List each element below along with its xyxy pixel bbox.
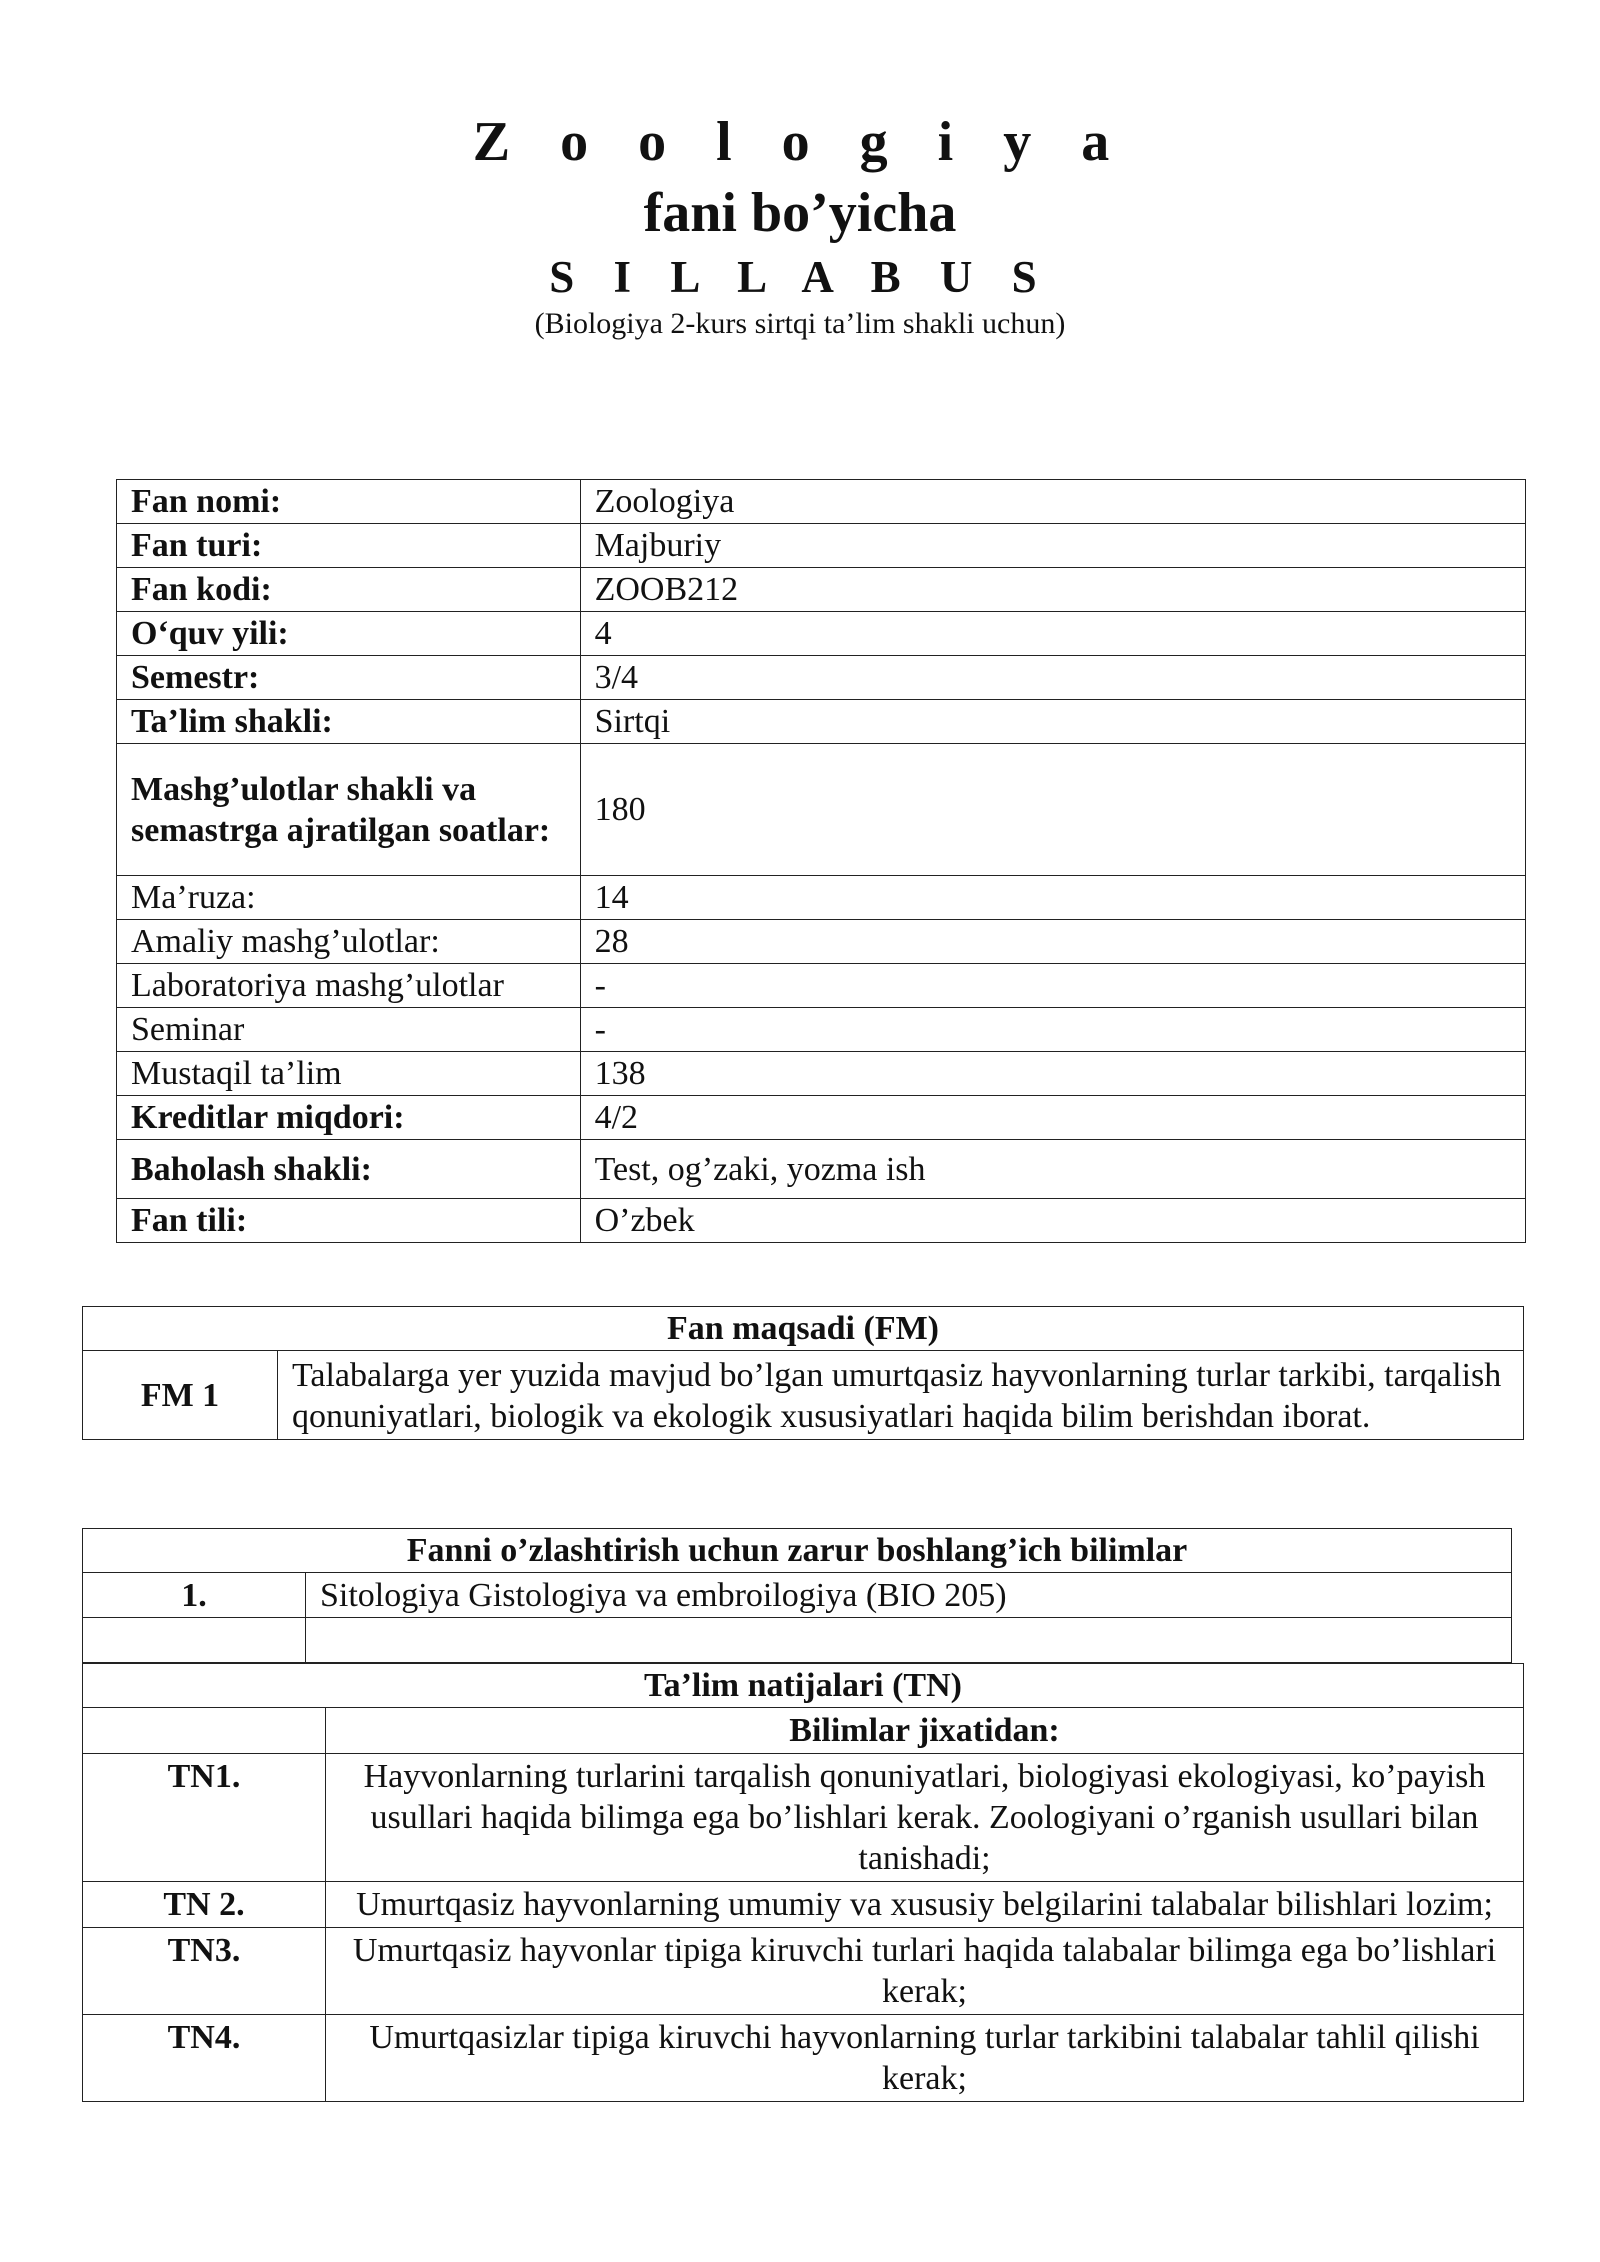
course-goal-table bbox=[82, 1306, 1524, 1440]
outcome-code: TN1. bbox=[83, 1754, 326, 1882]
learning-outcomes-table bbox=[82, 1663, 1524, 2102]
goal-code: FM 1 bbox=[83, 1351, 278, 1440]
info-value: - bbox=[580, 1008, 1525, 1052]
document-subtitle: fani bo’yicha bbox=[643, 182, 957, 244]
info-row bbox=[117, 876, 1526, 920]
info-label: Mashg’ulotlar shakli va semastrga ajratilgan soatlar: bbox=[117, 744, 581, 876]
info-label: Fan nomi: bbox=[117, 480, 581, 524]
info-label: Mustaqil ta’lim bbox=[117, 1052, 581, 1096]
outcome-row bbox=[83, 2015, 1524, 2102]
outcome-code: TN3. bbox=[83, 1928, 326, 2015]
outcome-code: TN 2. bbox=[83, 1882, 326, 1928]
info-label: Kreditlar miqdori: bbox=[117, 1096, 581, 1140]
info-label: Semestr: bbox=[117, 656, 581, 700]
goal-heading: Fan maqsadi (FM) bbox=[83, 1307, 1524, 1351]
outcome-text: Umurtqasizlar tipiga kiruvchi hayvonlarning turlar tarkibini talabalar tahlil qilishi kerak; bbox=[326, 2015, 1524, 2102]
outcome-code: TN4. bbox=[83, 2015, 326, 2102]
empty-cell bbox=[83, 1618, 306, 1663]
document-title: Z o o l o g i y a bbox=[472, 111, 1128, 173]
info-row bbox=[117, 612, 1526, 656]
info-row bbox=[117, 1052, 1526, 1096]
info-label: Ta’lim shakli: bbox=[117, 700, 581, 744]
empty-cell bbox=[83, 1708, 326, 1754]
prerequisites-table bbox=[82, 1528, 1512, 1663]
goal-text: Talabalarga yer yuzida mavjud bo’lgan umurtqasiz hayvonlarning turlar tarkibi, tarqalish qonuniyatlari, biologik va ekologik xususiyatlari haqida bilim berishdan iborat. bbox=[278, 1351, 1524, 1440]
info-label: O‘quv yili: bbox=[117, 612, 581, 656]
info-label: Baholash shakli: bbox=[117, 1140, 581, 1199]
outcome-row bbox=[83, 1882, 1524, 1928]
outcome-text: Umurtqasiz hayvonlarning umumiy va xususiy belgilarini talabalar bilishlari lozim; bbox=[326, 1882, 1524, 1928]
info-row bbox=[117, 744, 1526, 876]
outcomes-heading: Ta’lim natijalari (TN) bbox=[83, 1664, 1524, 1708]
info-row bbox=[117, 964, 1526, 1008]
info-row bbox=[117, 1199, 1526, 1243]
info-value: Zoologiya bbox=[580, 480, 1525, 524]
outcome-text: Hayvonlarning turlarini tarqalish qonuniyatlari, biologiyasi ekologiyasi, ko’payish usullari haqida bilimga ega bo’lishlari kerak. Zoologiyani o’rganish usullari bilan tanishadi; bbox=[326, 1754, 1524, 1882]
info-row bbox=[117, 700, 1526, 744]
info-row bbox=[117, 1140, 1526, 1199]
document-type: S I L L A B U S bbox=[549, 252, 1051, 302]
info-value: 14 bbox=[580, 876, 1525, 920]
info-value: 138 bbox=[580, 1052, 1525, 1096]
outcome-row bbox=[83, 1754, 1524, 1882]
info-row bbox=[117, 568, 1526, 612]
info-value: O’zbek bbox=[580, 1199, 1525, 1243]
info-value: ZOOB212 bbox=[580, 568, 1525, 612]
info-label: Seminar bbox=[117, 1008, 581, 1052]
info-label: Laboratoriya mashg’ulotlar bbox=[117, 964, 581, 1008]
info-label: Fan kodi: bbox=[117, 568, 581, 612]
info-value: 3/4 bbox=[580, 656, 1525, 700]
course-info-table bbox=[116, 479, 1526, 1243]
prerequisite-number: 1. bbox=[83, 1573, 306, 1618]
info-row bbox=[117, 480, 1526, 524]
outcome-row bbox=[83, 1928, 1524, 2015]
info-label: Fan tili: bbox=[117, 1199, 581, 1243]
info-label: Ma’ruza: bbox=[117, 876, 581, 920]
info-row bbox=[117, 920, 1526, 964]
info-row bbox=[117, 1096, 1526, 1140]
prerequisite-course: Sitologiya Gistologiya va embroilogiya (BIO 205) bbox=[306, 1573, 1512, 1618]
info-row bbox=[117, 1008, 1526, 1052]
prerequisites-heading: Fanni o’zlashtirish uchun zarur boshlang’ich bilimlar bbox=[83, 1529, 1512, 1573]
info-value: 4 bbox=[580, 612, 1525, 656]
outcomes-subheading: Bilimlar jixatidan: bbox=[326, 1708, 1524, 1754]
info-row bbox=[117, 656, 1526, 700]
info-value: Test, og’zaki, yozma ish bbox=[580, 1140, 1525, 1199]
info-label: Fan turi: bbox=[117, 524, 581, 568]
info-value: - bbox=[580, 964, 1525, 1008]
info-value: Sirtqi bbox=[580, 700, 1525, 744]
info-row bbox=[117, 524, 1526, 568]
outcome-text: Umurtqasiz hayvonlar tipiga kiruvchi turlari haqida talabalar bilimga ega bo’lishlari kerak; bbox=[326, 1928, 1524, 2015]
info-value: 4/2 bbox=[580, 1096, 1525, 1140]
info-label: Amaliy mashg’ulotlar: bbox=[117, 920, 581, 964]
info-value: Majburiy bbox=[580, 524, 1525, 568]
empty-cell bbox=[306, 1618, 1512, 1663]
info-value: 28 bbox=[580, 920, 1525, 964]
info-value: 180 bbox=[580, 744, 1525, 876]
document-note: (Biologiya 2-kurs sirtqi ta’lim shakli uchun) bbox=[534, 307, 1066, 340]
